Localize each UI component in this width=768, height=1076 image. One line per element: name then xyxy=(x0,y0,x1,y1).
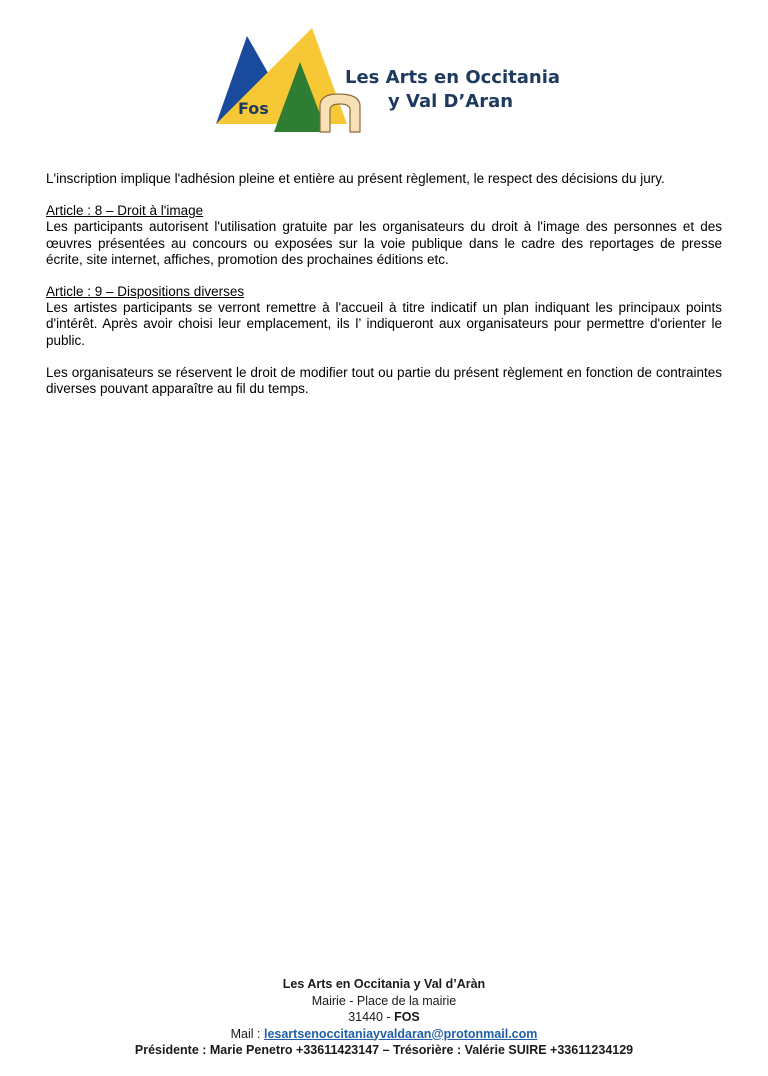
logo-title-line2: y Val D’Aran xyxy=(388,91,514,112)
footer-address: Mairie - Place de la mairie xyxy=(311,993,457,1008)
logo xyxy=(212,24,572,134)
logo-badge-text: Fos xyxy=(238,99,269,118)
footer-postcode-line xyxy=(0,1009,768,1026)
article-9-text: Les artistes participants se verront remettre à l'accueil à titre indicatif un plan indiquant les principaux points d'intérêt. Après avoir choisi leur emplacement, ils l’ indiqueront aux organisateurs pour permettre d'orienter le public. xyxy=(46,300,722,348)
footer-postcode: 31440 - xyxy=(348,1010,395,1024)
footer-mail-link[interactable]: lesartsenoccitaniayvaldaran@protonmail.com xyxy=(263,1026,538,1041)
footer-org-name: Les Arts en Occitania y Val d’Aràn xyxy=(282,977,486,991)
closing-paragraph: Les organisateurs se réservent le droit de modifier tout ou partie du présent règlement en fonction de contraintes diverses pouvant apparaître au fil du temps. xyxy=(46,364,722,397)
article-8-heading: Article : 8 – Droit à l'image xyxy=(46,203,204,219)
footer-contacts: Présidente : Marie Penetro +33611423147 – Trésorière : Valérie SUIRE +33611234129 xyxy=(134,1043,634,1057)
document-body xyxy=(46,171,722,413)
footer-mail-line xyxy=(0,1026,768,1043)
logo-title-line1: Les Arts en Occitania xyxy=(345,67,561,88)
article-9-heading: Article : 9 – Dispositions diverses xyxy=(46,284,245,300)
article-8-text: Les participants autorisent l'utilisation gratuite par les organisateurs du droit à l'image des personnes et des œuvres présentées au concours ou exposées sur la voie publique dans le cadre des reportages de presse écrite, site internet, affiches, promotion des prochaines éditions etc. xyxy=(46,219,722,267)
footer-mail-label: Mail : xyxy=(230,1026,264,1041)
intro-paragraph: L'inscription implique l'adhésion pleine et entière au présent règlement, le respect des décisions du jury. xyxy=(46,171,665,186)
footer xyxy=(0,976,768,1059)
footer-city: FOS xyxy=(394,1010,420,1024)
article-8 xyxy=(46,203,722,268)
article-9 xyxy=(46,284,722,349)
logo-title xyxy=(345,66,560,114)
